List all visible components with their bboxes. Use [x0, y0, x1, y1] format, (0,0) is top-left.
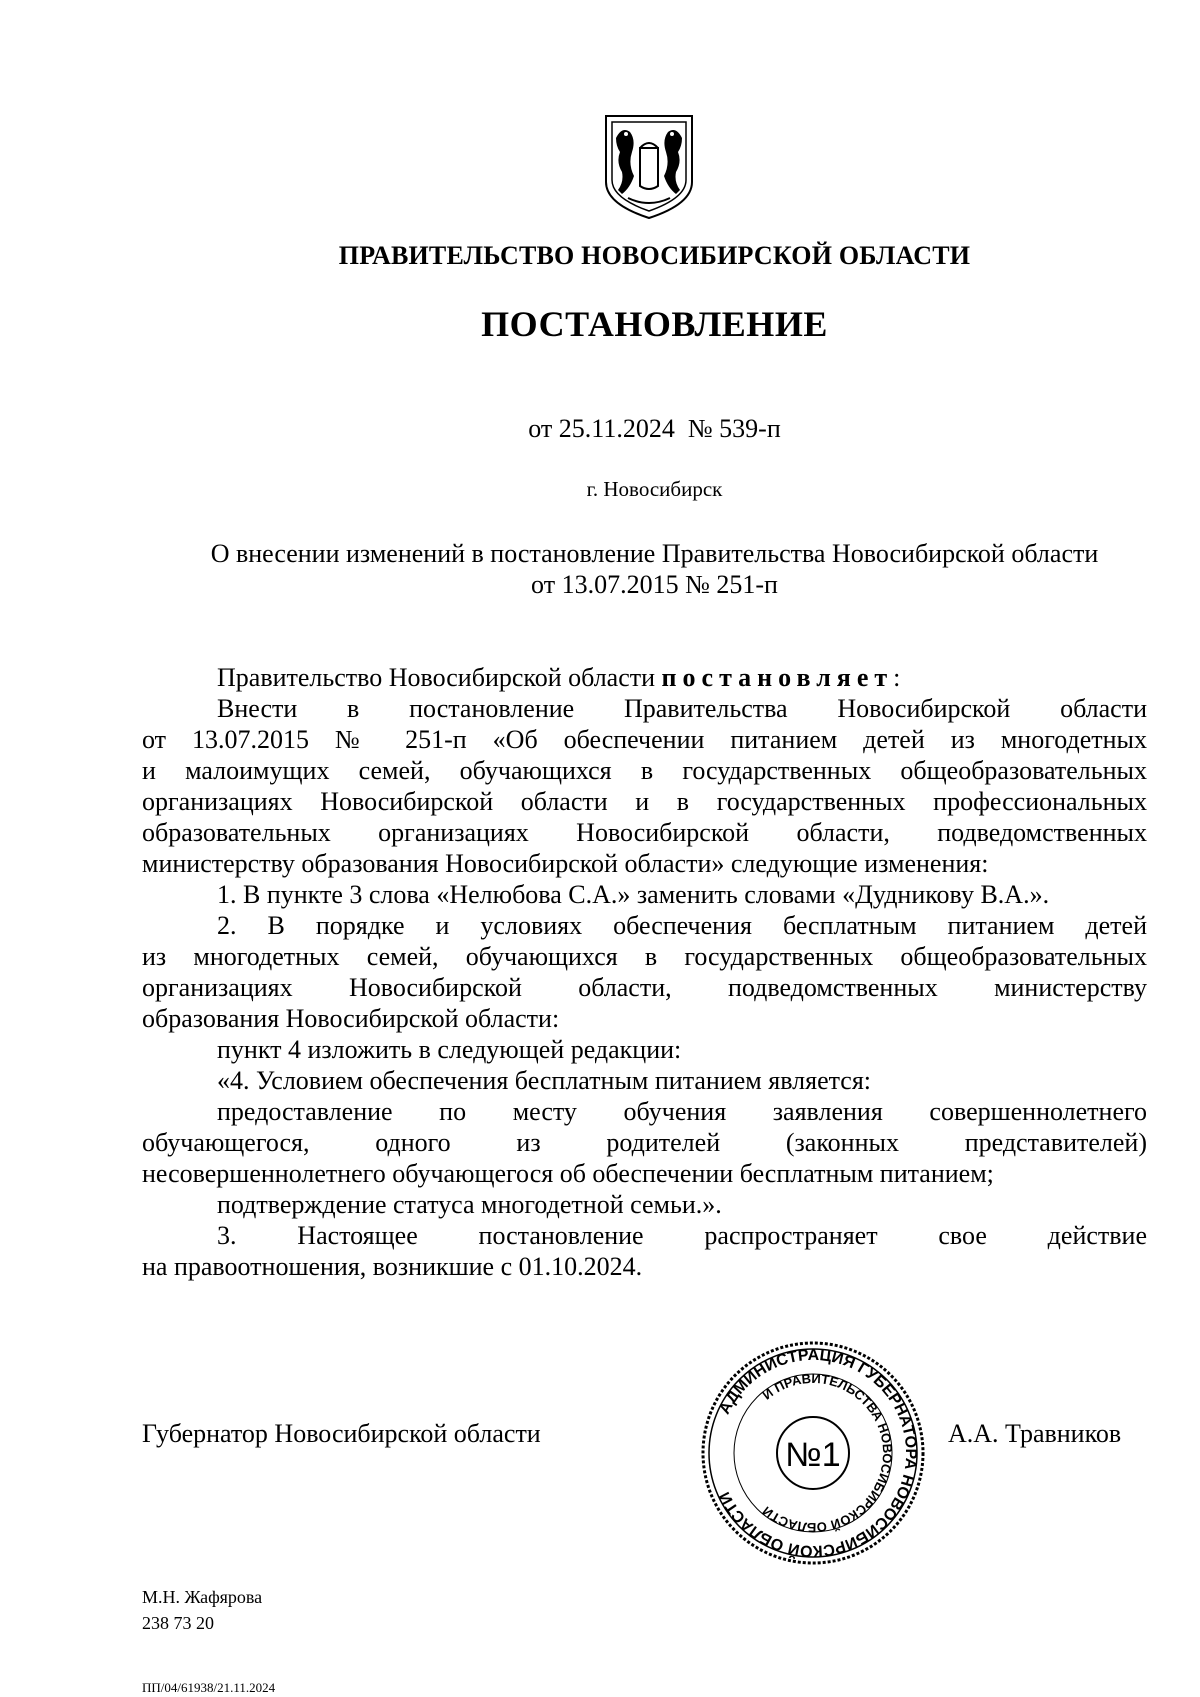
body-line: из многодетных семей, обучающихся в государственных общеобразовательных: [142, 942, 1147, 971]
body-line: предоставление по месту обучения заявления совершеннолетнего: [217, 1097, 1147, 1126]
organization-name: ПРАВИТЕЛЬСТВО НОВОСИБИРСКОЙ ОБЛАСТИ: [338, 241, 971, 270]
signatory-title: Губернатор Новосибирской области: [142, 1419, 541, 1448]
document-date: 25.11.2024: [558, 414, 675, 443]
document-registration-code: ПП/04/61938/21.11.2024: [142, 1680, 276, 1695]
subject-line: О внесении изменений в постановление Правительства Новосибирской области: [210, 539, 1099, 568]
subject-line: от 13.07.2015 № 251-п: [531, 570, 778, 599]
body-line: организациях Новосибирской области, подведомственных министерству: [142, 973, 1147, 1002]
body-line: пункт 4 изложить в следующей редакции:: [217, 1035, 682, 1064]
document-number: 539-п: [719, 414, 781, 443]
body-line: на правоотношения, возникшие с 01.10.2024.: [142, 1252, 643, 1281]
body-line: образования Новосибирской области:: [142, 1004, 560, 1033]
body-line: несовершеннолетнего обучающегося об обеспечении бесплатным питанием;: [142, 1159, 994, 1188]
seal-outer-text: АДМИНИСТРАЦИЯ ГУБЕРНАТОРА НОВОСИБИРСКОЙ ОБЛАСТИ: [716, 1346, 920, 1560]
seal-inner-text: И ПРАВИТЕЛЬСТВА НОВОСИБИРСКОЙ ОБЛАСТИ: [759, 1370, 896, 1536]
body-line: Внести в постановление Правительства Новосибирской области: [217, 694, 1147, 723]
official-seal-icon: [700, 1340, 926, 1566]
body-line: 3. Настоящее постановление распространяет свое действие: [217, 1221, 1147, 1250]
body-line: организациях Новосибирской области и в государственных профессиональных: [142, 787, 1147, 816]
document-date-number: [97, 414, 1200, 444]
opening-paragraph: [217, 662, 1147, 693]
body-line: от 13.07.2015 № 251-п «Об обеспечении питанием детей из многодетных: [142, 725, 1147, 754]
body-line: 2. В порядке и условиях обеспечения бесплатным питанием детей: [217, 911, 1147, 940]
body-line: 1. В пункте 3 слова «Нелюбова С.А.» заменить словами «Дудникову В.А.».: [217, 880, 1050, 909]
document-type-title: ПОСТАНОВЛЕНИЕ: [481, 304, 828, 344]
body-line: министерству образования Новосибирской области» следующие изменения:: [142, 849, 989, 878]
document-subject: [97, 538, 1200, 600]
number-prefix: №: [687, 414, 713, 443]
date-prefix: от: [528, 414, 553, 443]
body-line: обучающегося, одного из родителей (законных представителей): [142, 1128, 1147, 1157]
decree-word: постановляет: [661, 663, 894, 692]
opening-text: Правительство Новосибирской области: [217, 663, 662, 692]
opening-colon: :: [893, 663, 901, 692]
body-line: подтверждение статуса многодетной семьи.».: [217, 1190, 722, 1219]
executor-phone: 238 73 20: [142, 1613, 214, 1633]
body-line: «4. Условием обеспечения бесплатным питанием является:: [217, 1066, 872, 1095]
executor-name: М.Н. Жафярова: [142, 1587, 263, 1607]
document-city: г. Новосибирск: [586, 477, 723, 501]
coat-of-arms-icon: [600, 112, 698, 220]
signatory-name: А.А. Травников: [948, 1419, 1122, 1448]
seal-center-text: №1: [785, 1436, 841, 1474]
body-line: и малоимущих семей, обучающихся в государственных общеобразовательных: [142, 756, 1147, 785]
body-line: образовательных организациях Новосибирской области, подведомственных: [142, 818, 1147, 847]
